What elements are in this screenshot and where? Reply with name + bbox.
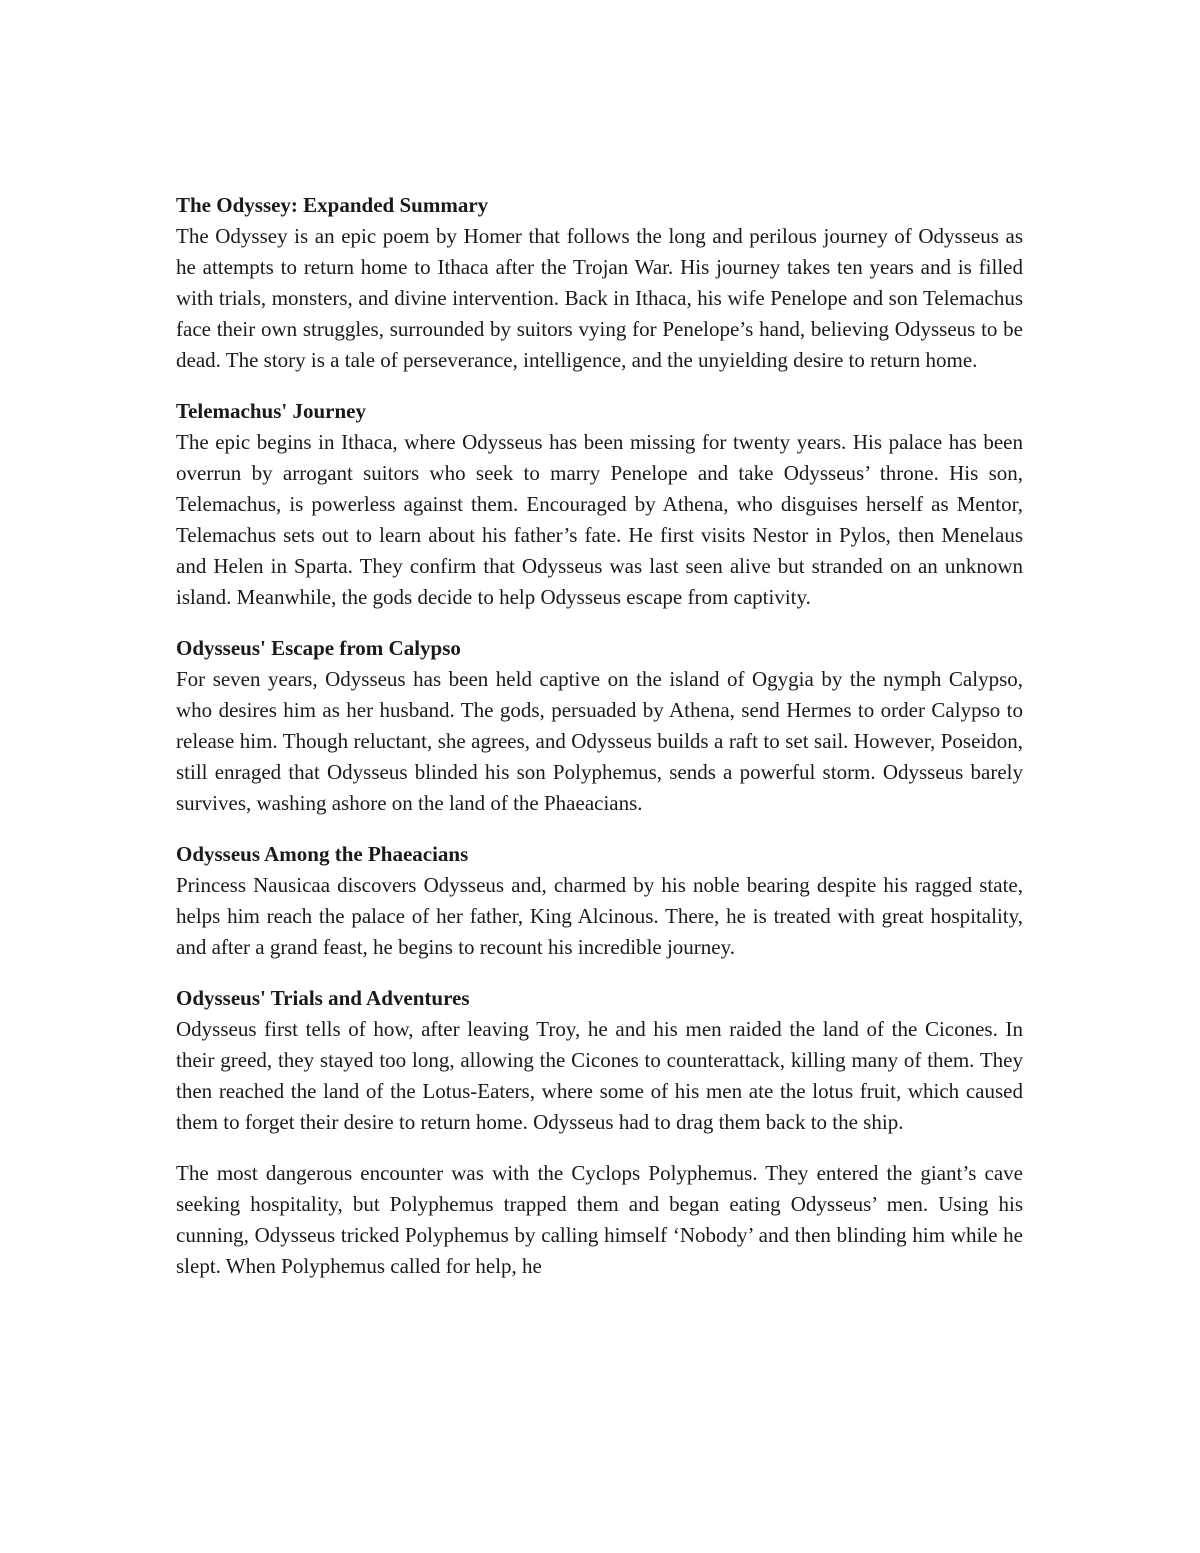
section-heading: Odysseus' Trials and Adventures xyxy=(176,986,470,1010)
document-page xyxy=(176,190,1023,1302)
section-among-the-phaeacians xyxy=(176,839,1023,963)
section-paragraph: The Odyssey is an epic poem by Homer that follows the long and perilous journey of Odysseus as he attempts to return home to Ithaca after the Trojan War. His journey takes ten years and is filled with trials, monsters, and divine intervention. Back in Ithaca, his wife Penelope and son Telemachus face their own struggles, surrounded by suitors vying for Penelope’s hand, believing Odysseus to be dead. The story is a tale of perseverance, intelligence, and the unyielding desire to return home. xyxy=(176,224,1023,372)
section-heading: Odysseus' Escape from Calypso xyxy=(176,636,461,660)
section-paragraph: For seven years, Odysseus has been held captive on the island of Ogygia by the nymph Calypso, who desires him as her husband. The gods, persuaded by Athena, send Hermes to order Calypso to release him. Though reluctant, she agrees, and Odysseus builds a raft to set sail. However, Poseidon, still enraged that Odysseus blinded his son Polyphemus, sends a powerful storm. Odysseus barely survives, washing ashore on the land of the Phaeacians. xyxy=(176,667,1023,815)
section-heading: Odysseus Among the Phaeacians xyxy=(176,842,469,866)
section-heading: The Odyssey: Expanded Summary xyxy=(176,193,489,217)
section-expanded-summary xyxy=(176,190,1023,376)
section-trials-and-adventures xyxy=(176,983,1023,1282)
section-heading: Telemachus' Journey xyxy=(176,399,366,423)
section-paragraph: Odysseus first tells of how, after leaving Troy, he and his men raided the land of the Cicones. In their greed, they stayed too long, allowing the Cicones to counterattack, killing many of them. They then reached the land of the Lotus-Eaters, where some of his men ate the lotus fruit, which caused them to forget their desire to return home. Odysseus had to drag them back to the ship. xyxy=(176,1017,1023,1134)
section-telemachus-journey xyxy=(176,396,1023,613)
section-paragraph: The most dangerous encounter was with the Cyclops Polyphemus. They entered the giant’s cave seeking hospitality, but Polyphemus trapped them and began eating Odysseus’ men. Using his cunning, Odysseus tricked Polyphemus by calling himself ‘Nobody’ and then blinding him while he slept. When Polyphemus called for help, he xyxy=(176,1161,1023,1278)
section-paragraph: The epic begins in Ithaca, where Odysseus has been missing for twenty years. His palace has been overrun by arrogant suitors who seek to marry Penelope and take Odysseus’ throne. His son, Telemachus, is powerless against them. Encouraged by Athena, who disguises herself as Mentor, Telemachus sets out to learn about his father’s fate. He first visits Nestor in Pylos, then Menelaus and Helen in Sparta. They confirm that Odysseus was last seen alive but stranded on an unknown island. Meanwhile, the gods decide to help Odysseus escape from captivity. xyxy=(176,430,1023,609)
section-paragraph: Princess Nausicaa discovers Odysseus and, charmed by his noble bearing despite his ragged state, helps him reach the palace of her father, King Alcinous. There, he is treated with great hospitality, and after a grand feast, he begins to recount his incredible journey. xyxy=(176,873,1023,959)
section-escape-from-calypso xyxy=(176,633,1023,819)
